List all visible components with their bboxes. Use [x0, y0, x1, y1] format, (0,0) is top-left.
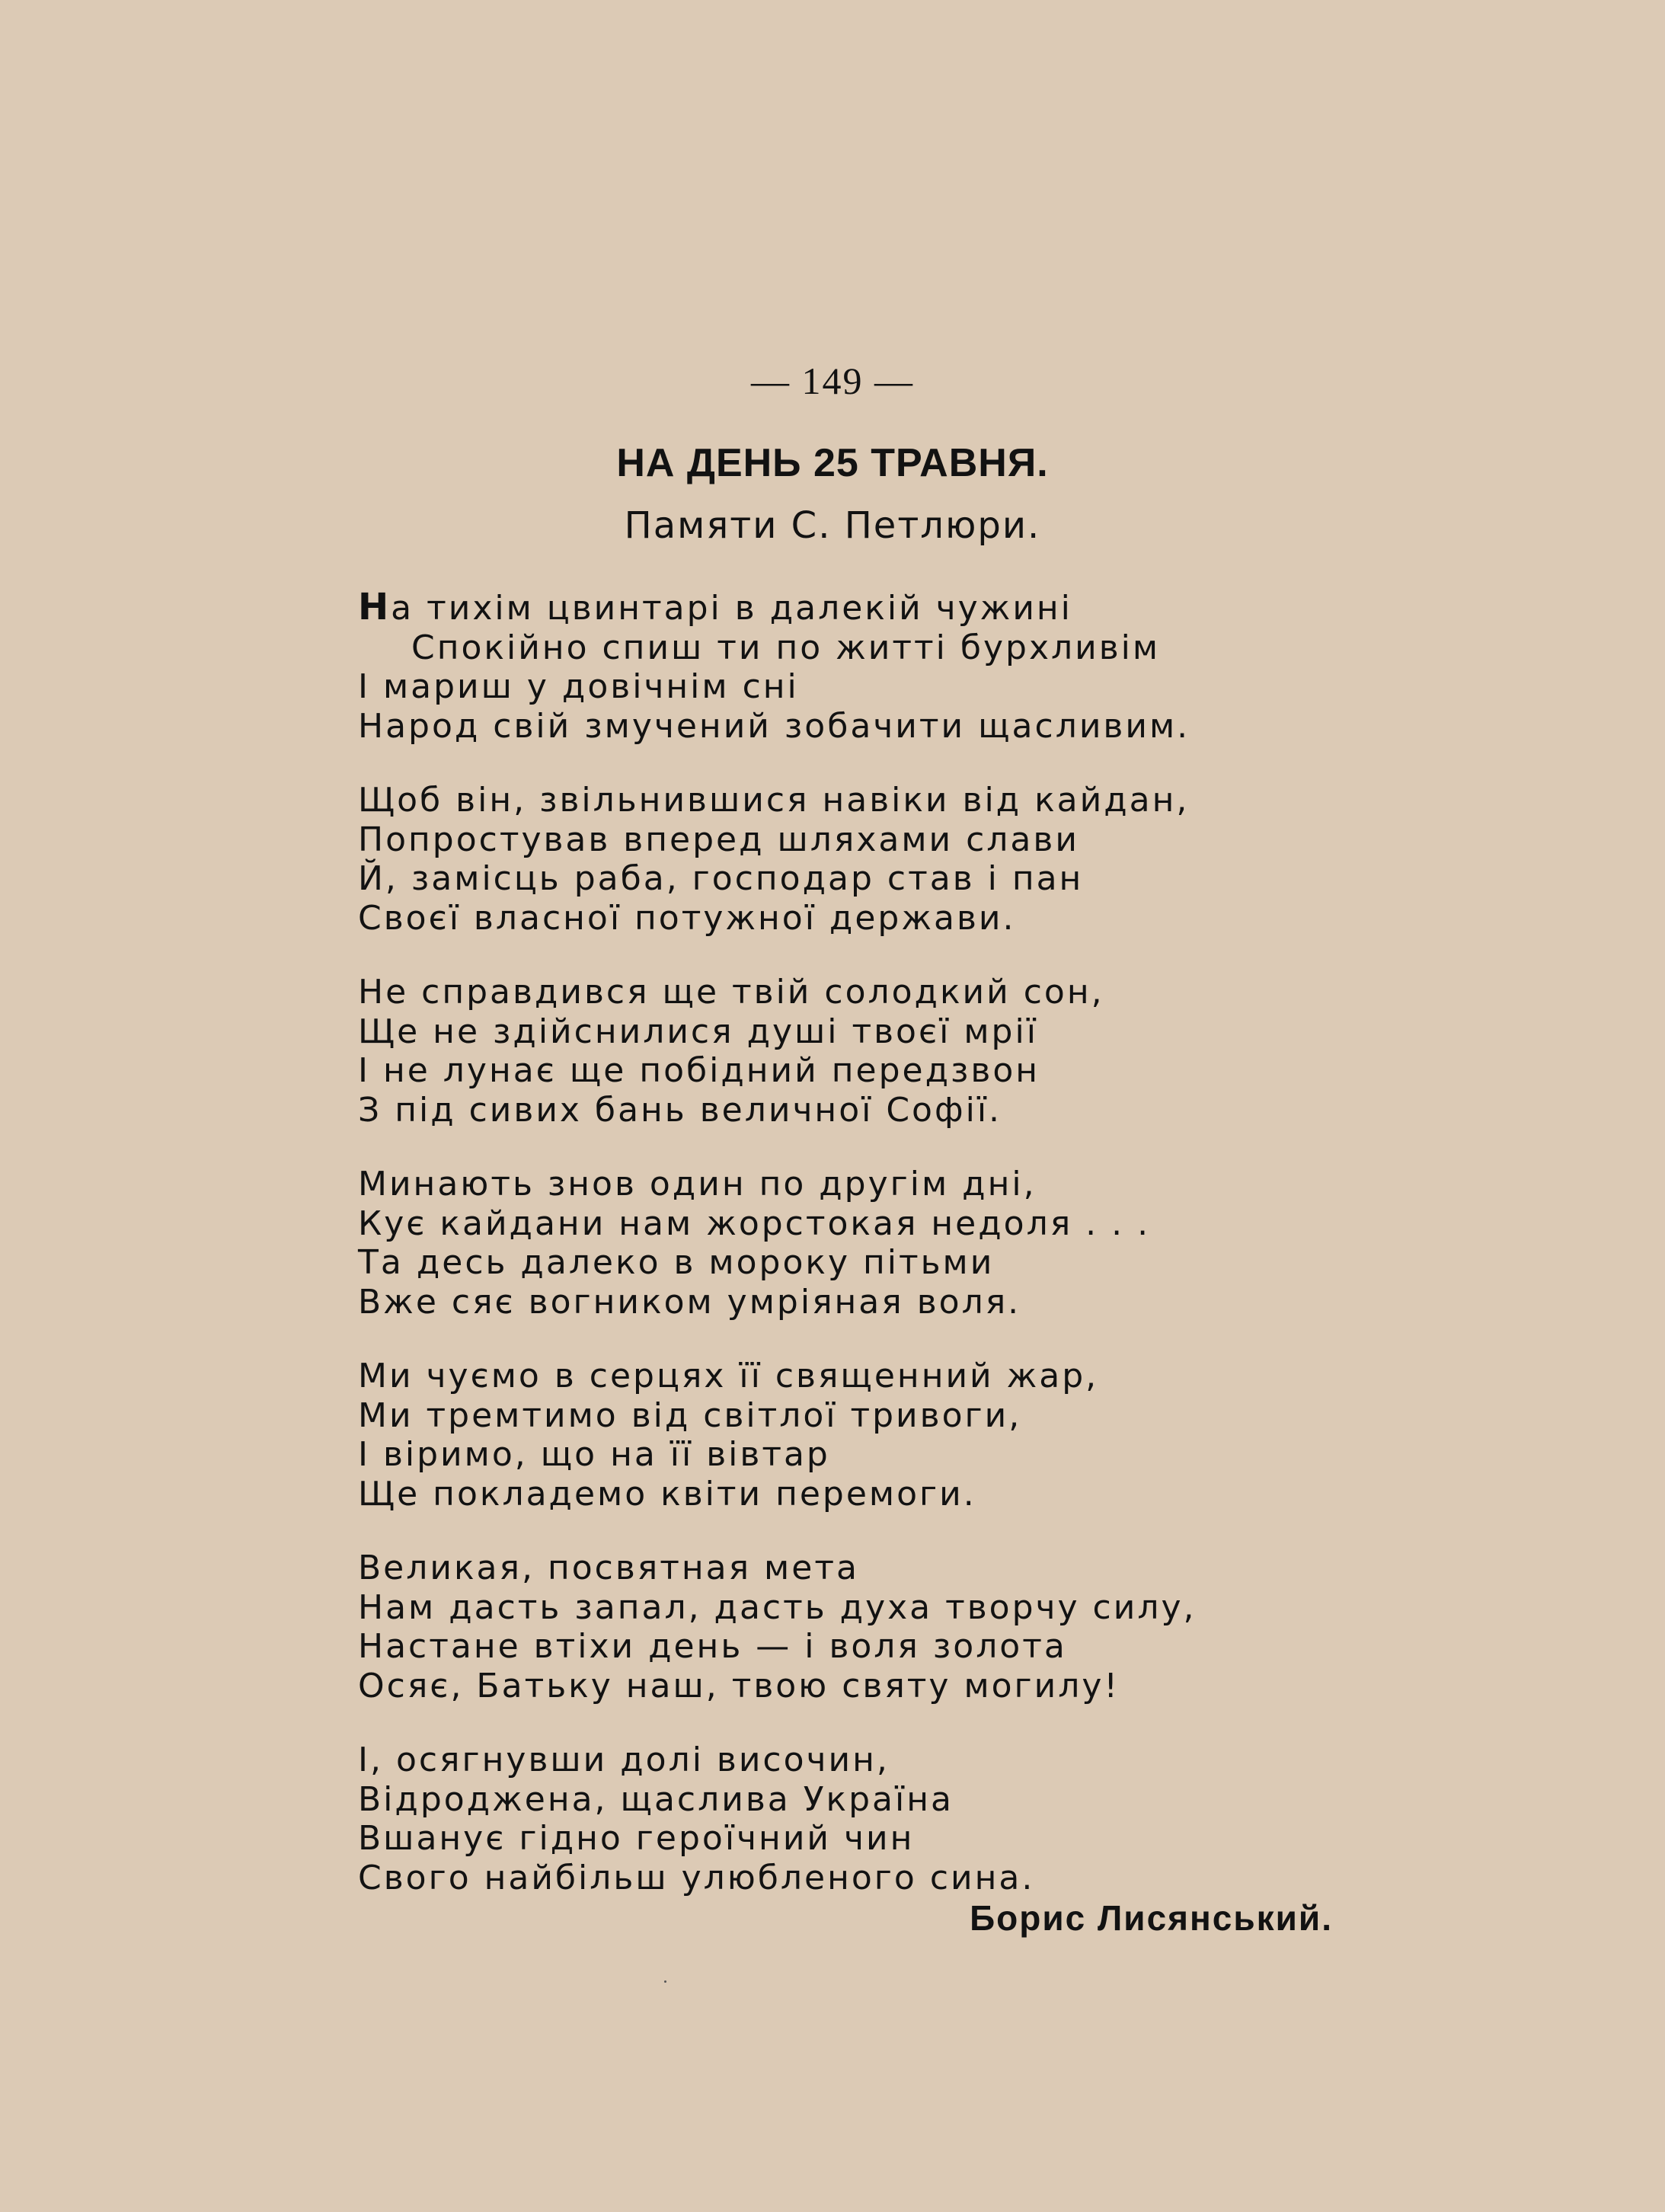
poem-body — [358, 588, 1500, 1932]
poem-line: І мариш у довічнім сні — [358, 667, 799, 706]
poem-title: НА ДЕНЬ 25 ТРАВНЯ. — [616, 441, 1049, 485]
drop-cap: Н — [358, 586, 391, 628]
poem-line: Вже сяє вогником умріяная воля. — [358, 1282, 1021, 1322]
poem-line: Свого найбільш улюбленого сина. — [358, 1858, 1035, 1897]
poem-line: Минають знов один по другім дні, — [358, 1165, 1037, 1203]
poem-line: І, осягнувши долі височин, — [358, 1741, 890, 1779]
stanza-4 — [358, 1165, 1500, 1322]
poem-line: Та десь далеко в мороку пітьми — [358, 1243, 995, 1282]
poem-line: Відроджена, щаслива Україна — [358, 1779, 954, 1819]
poem-line: Й, замісць раба, господар став і пан — [358, 859, 1084, 898]
stanza-2 — [358, 781, 1500, 938]
poem-line: Настане втіхи день — і воля золота — [358, 1627, 1067, 1666]
stanza-7 — [358, 1741, 1500, 1897]
poem-line: Не справдився ще твій солодкий сон, — [358, 973, 1104, 1012]
poem-line: Ще не здійснилися душі твоєї мрії — [358, 1012, 1038, 1051]
page-number: — 149 — — [751, 360, 914, 402]
poem-author: Борис Лисянський. — [970, 1898, 1333, 1938]
poem-line: Нам дасть запал, дасть духа творчу силу, — [358, 1587, 1197, 1627]
poem-line: Кує кайдани нам жорстокая недоля . . . — [358, 1203, 1151, 1243]
print-speck — [664, 1980, 666, 1983]
poem-line: Ми чуємо в серцях її священний жар, — [358, 1357, 1099, 1395]
poem-line: Великая, посвятная мета — [358, 1549, 859, 1587]
poem-dedication: Памяти С. Петлюри. — [624, 504, 1041, 547]
poem-line: Осяє, Батьку наш, твою святу могилу! — [358, 1666, 1120, 1705]
stanza-3 — [358, 973, 1500, 1130]
poem-line: Народ свій змучений зобачити щасливим. — [358, 706, 1190, 746]
stanza-6 — [358, 1549, 1500, 1705]
poem-line: І віримо, що на її вівтар — [358, 1435, 830, 1474]
poem-line: Ми тремтимо від світлої тривоги, — [358, 1395, 1022, 1435]
poem-line: І не лунає ще побідний передзвон — [358, 1051, 1040, 1090]
poem-line: З під сивих бань величної Софії. — [358, 1090, 1002, 1130]
poem-line: Своєї власної потужної держави. — [358, 898, 1016, 938]
stanza-5 — [358, 1357, 1500, 1514]
stanza-1 — [358, 588, 1500, 746]
poem-line: Спокійно спиш ти по житті бурхливім — [411, 628, 1161, 667]
poem-line: Вшанує гідно героїчний чин — [358, 1819, 915, 1858]
poem-line: На тихім цвинтарі в далекій чужині — [358, 586, 1072, 628]
poem-line: Ще покладемо квіти перемоги. — [358, 1474, 976, 1514]
poem-line: Щоб він, звільнившися навіки від кайдан, — [358, 781, 1190, 820]
poem-line: Попростував вперед шляхами слави — [358, 820, 1079, 859]
